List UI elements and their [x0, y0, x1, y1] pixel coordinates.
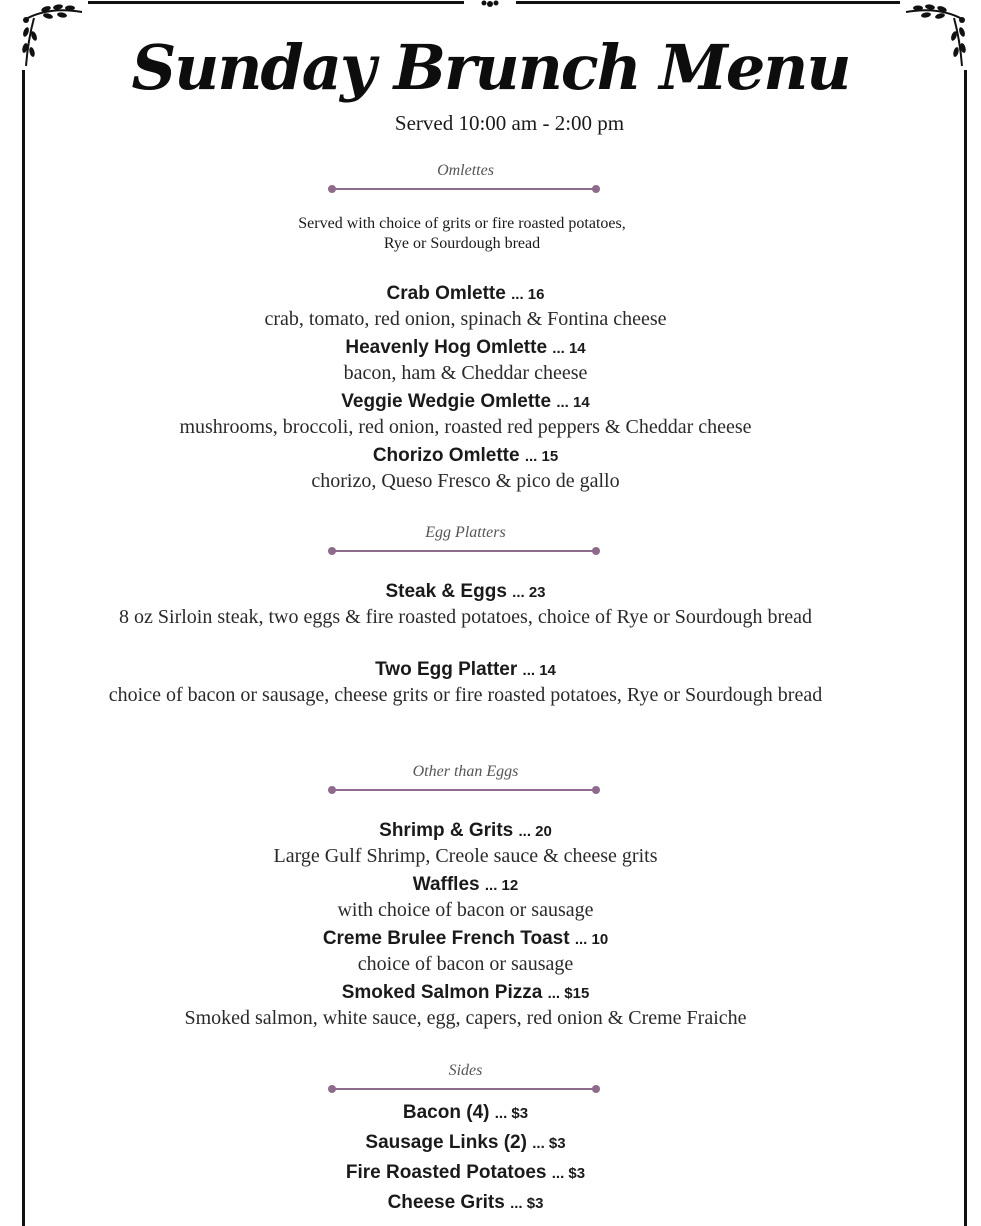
item-price: ... 16 [511, 286, 545, 303]
item-name: Chorizo Omlette [372, 445, 520, 466]
menu-item-two-egg-platter [0, 658, 931, 736]
section-divider [328, 185, 600, 193]
item-price: ... 12 [484, 877, 519, 894]
item-name: Cheese Grits [387, 1192, 505, 1213]
menu-item-waffles [0, 873, 931, 927]
item-price: ... 15 [524, 448, 559, 465]
section-heading-other-than-eggs: Other than Eggs [412, 763, 519, 780]
item-price: ... 14 [556, 394, 590, 411]
item-name: Heavenly Hog Omlette [345, 337, 548, 358]
item-price: ... $3 [494, 1105, 529, 1122]
menu-item-crab-omlette [0, 282, 931, 336]
menu-item-veggie-wedgie-omlette [0, 390, 931, 444]
item-price: ... 23 [512, 584, 546, 601]
item-name: Crab Omlette [386, 283, 506, 304]
item-price: ... $3 [510, 1195, 544, 1212]
item-description: bacon, ham & Cheddar cheese [343, 362, 588, 384]
omelettes-list [0, 282, 931, 498]
item-description: mushrooms, broccoli, red onion, roasted red peppers & Cheddar cheese [179, 416, 752, 438]
menu-item-cheese-grits [0, 1188, 931, 1218]
section-heading-egg-platters: Egg Platters [425, 524, 506, 541]
item-name: Smoked Salmon Pizza [341, 982, 543, 1003]
frame-right-border [964, 70, 967, 1226]
omelettes-note-line: Served with choice of grits or fire roasted potatoes, [298, 215, 626, 232]
egg-platters-list [0, 580, 931, 736]
item-price: ... $3 [551, 1165, 586, 1182]
item-name: Waffles [412, 874, 480, 895]
menu-title: Sunday Brunch Menu [131, 31, 850, 104]
item-price: ... 14 [522, 662, 556, 679]
section-divider [328, 1085, 600, 1093]
item-name: Fire Roasted Potatoes [345, 1162, 547, 1183]
item-description: choice of bacon or sausage, cheese grits or fire roasted potatoes, Rye or Sourdough bread [108, 684, 823, 706]
menu-item-fire-roasted-potatoes [0, 1158, 931, 1188]
item-price: ... 14 [552, 340, 586, 357]
menu-item-creme-brulee-french-toast [0, 927, 931, 981]
menu-item-smoked-salmon-pizza [0, 981, 931, 1035]
other-than-eggs-list [0, 819, 931, 1035]
section-divider [328, 547, 600, 555]
item-name: Two Egg Platter [375, 659, 518, 680]
section-heading-sides: Sides [448, 1062, 483, 1079]
item-description: choice of bacon or sausage [357, 953, 574, 975]
item-description: chorizo, Queso Fresco & pico de gallo [311, 470, 620, 492]
item-price: ... $15 [547, 985, 590, 1002]
sides-list [0, 1098, 931, 1218]
item-name: Creme Brulee French Toast [322, 928, 570, 949]
item-name: Sausage Links (2) [365, 1132, 527, 1153]
item-price: ... $3 [532, 1135, 566, 1152]
item-description: with choice of bacon or sausage [337, 899, 594, 921]
item-name: Steak & Eggs [385, 581, 507, 602]
item-name: Shrimp & Grits [379, 820, 514, 841]
item-name: Veggie Wedgie Omlette [341, 391, 552, 412]
served-hours: Served 10:00 am - 2:00 pm [394, 111, 625, 135]
item-description: 8 oz Sirloin steak, two eggs & fire roasted potatoes, choice of Rye or Sourdough bread [119, 606, 812, 628]
center-ornament-icon [464, 0, 516, 8]
frame-top-border-left [88, 1, 464, 4]
item-name: Bacon (4) [402, 1102, 490, 1123]
menu-item-bacon [0, 1098, 931, 1128]
section-divider [328, 786, 600, 794]
omelettes-note-line: Rye or Sourdough bread [383, 235, 541, 252]
section-heading-omelettes: Omlettes [437, 162, 494, 179]
menu-item-shrimp-and-grits [0, 819, 931, 873]
item-price: ... 20 [518, 823, 552, 840]
frame-top-border-right [516, 1, 900, 4]
item-description: Large Gulf Shrimp, Creole sauce & cheese grits [273, 845, 658, 867]
item-description: crab, tomato, red onion, spinach & Fontina cheese [264, 308, 667, 330]
menu-item-steak-and-eggs [0, 580, 931, 658]
menu-item-heavenly-hog-omlette [0, 336, 931, 390]
omelettes-note [0, 214, 924, 254]
item-description: Smoked salmon, white sauce, egg, capers, red onion & Creme Fraiche [184, 1007, 747, 1029]
menu-item-chorizo-omlette [0, 444, 931, 498]
menu-item-sausage-links [0, 1128, 931, 1158]
item-price: ... 10 [574, 931, 609, 948]
